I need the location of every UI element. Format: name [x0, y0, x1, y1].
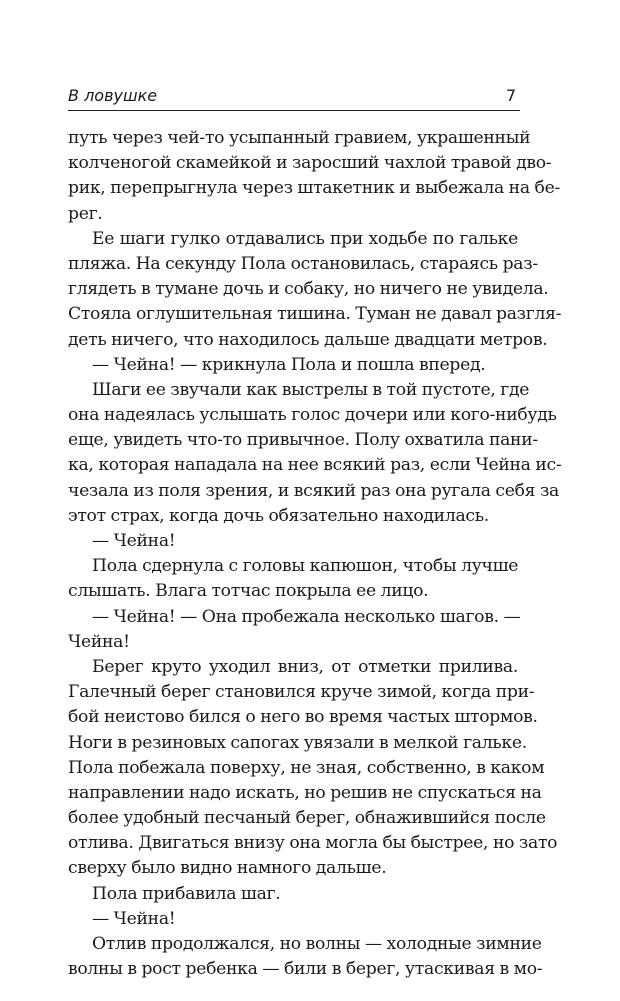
- text-line: еще, увидеть что-то привычное. Полу охватила пани-: [68, 430, 538, 451]
- text-line: путь через чей-то усыпанный гравием, украшенный: [68, 128, 531, 148]
- text-line: Ноги в резиновых сапогах увязали в мелкой гальке.: [68, 732, 527, 753]
- text-line: Стояла оглушительная тишина. Туман не давал разгля-: [68, 304, 562, 325]
- body-text: [68, 126, 562, 982]
- chapter-title: В ловушке: [68, 86, 158, 105]
- text-line: направлении надо искать, но решив не спускаться на: [68, 782, 542, 803]
- text-line: Отлив продолжался, но волны — холодные зимние: [92, 934, 542, 954]
- text-line: Чейна!: [68, 631, 130, 652]
- text-line: — Чейна! — крикнула Пола и пошла вперед.: [92, 354, 486, 375]
- page-number: 7: [505, 86, 516, 105]
- text-line: Берег круто уходил вниз, от отметки прилива.: [92, 656, 518, 677]
- text-line: Шаги ее звучали как выстрелы в той пустоте, где: [92, 379, 530, 400]
- text-line: отлива. Двигаться внизу она могла бы быстрее, но зато: [68, 833, 558, 854]
- text-line: чезала из поля зрения, и всякий раз она ругала себя за: [68, 480, 559, 501]
- text-line: она надеялась услышать голос дочери или кого-нибудь: [68, 405, 557, 426]
- text-line: Пола побежала поверху, не зная, собственно, в каком: [68, 757, 545, 778]
- text-line: Пола сдернула с головы капюшон, чтобы лучше: [92, 556, 519, 577]
- text-line: Галечный берег становился круче зимой, когда при-: [68, 682, 535, 703]
- text-line: — Чейна!: [92, 531, 176, 551]
- text-line: этот страх, когда дочь обязательно находилась.: [68, 505, 489, 526]
- text-line: более удобный песчаный берег, обнажившийся после: [68, 808, 546, 829]
- text-line: деть ничего, что находилось дальше двадцати метров.: [68, 329, 548, 350]
- text-line: — Чейна!: [92, 908, 176, 929]
- text-line: Ее шаги гулко отдавались при ходьбе по гальке: [92, 228, 518, 249]
- text-line: глядеть в тумане дочь и собаку, но ничего не увидела.: [68, 279, 549, 300]
- text-line: ка, которая нападала на нее всякий раз, если Чейна ис-: [68, 455, 562, 476]
- text-line: слышать. Влага тотчас покрыла ее лицо.: [68, 581, 429, 602]
- text-line: пляжа. На секунду Пола остановилась, стараясь раз-: [68, 253, 538, 274]
- text-line: волны в рост ребенка — били в берег, утаскивая в мо-: [68, 959, 543, 980]
- text-line: рик, перепрыгнула через штакетник и выбежала на бе-: [68, 178, 560, 199]
- text-line: Пола прибавила шаг.: [92, 883, 281, 904]
- text-line: — Чейна! — Она пробежала несколько шагов. —: [92, 606, 521, 627]
- text-line: рег.: [68, 203, 103, 224]
- text-line: сверху было видно намного дальше.: [68, 858, 387, 879]
- header-rule: [68, 110, 520, 111]
- running-header: [68, 86, 518, 110]
- text-line: бой неистово бился о него во время частых штормов.: [68, 707, 538, 728]
- text-line: колченогой скамейкой и заросший чахлой травой дво-: [68, 153, 552, 174]
